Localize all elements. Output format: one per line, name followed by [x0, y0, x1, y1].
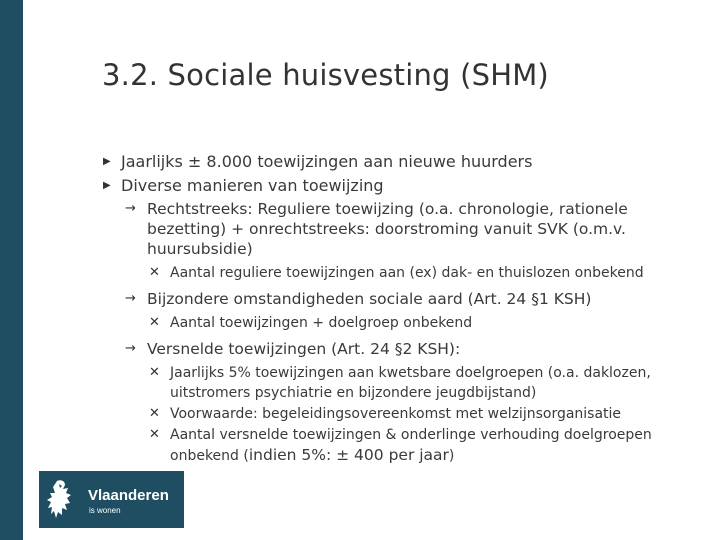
bullet-text: Bijzondere omstandigheden sociale aard (Art. 24 §1 KSH)	[147, 290, 592, 308]
arrow-right-icon: →	[125, 201, 136, 216]
cross-icon: ✕	[149, 406, 160, 421]
bullet-list	[103, 150, 703, 466]
arrow-right-icon: →	[125, 341, 136, 356]
slide-title: 3.2. Sociale huisvesting (SHM)	[102, 58, 549, 92]
flemish-lion-icon	[43, 477, 81, 522]
sub-bullet-special-circumstances	[103, 289, 703, 309]
logo-tagline: is wonen	[89, 506, 121, 515]
sub-sub-bullet-accelerated-count	[103, 425, 703, 466]
sub-bullet-accelerated	[103, 339, 703, 359]
bullet-text: Aantal reguliere toewijzingen aan (ex) dak- en thuislozen onbekend	[170, 265, 644, 281]
bullet-text: Rechtstreeks: Reguliere toewijzing (o.a. chronologie, rationele bezetting) + onrechtstreeks: doorstroming vanuit SVK (o.m.v. huursubsidie)	[147, 200, 628, 258]
sub-sub-bullet-regular-count	[103, 263, 703, 283]
sub-bullet-direct	[103, 199, 703, 259]
bullet-text: Diverse manieren van toewijzing	[121, 176, 384, 195]
cross-icon: ✕	[149, 365, 160, 380]
vlaanderen-logo	[39, 471, 184, 528]
cross-icon: ✕	[149, 265, 160, 280]
bullet-text-part: )	[448, 448, 455, 464]
cross-icon: ✕	[149, 427, 160, 442]
arrow-right-icon: →	[125, 291, 136, 306]
sub-sub-bullet-condition	[103, 404, 703, 424]
bullet-marker-icon: ▶	[103, 180, 111, 191]
sub-sub-bullet-target-group	[103, 313, 703, 333]
bullet-text-emphasis: indien 5%: ± 400 per jaar	[248, 446, 449, 464]
logo-wordmark: Vlaanderen	[88, 487, 169, 504]
bullet-text: Jaarlijks ± 8.000 toewijzingen aan nieuwe huurders	[121, 152, 533, 171]
bullet-text: Versnelde toewijzingen (Art. 24 §2 KSH):	[147, 340, 461, 358]
bullet-text: Jaarlijks 5% toewijzingen aan kwetsbare doelgroepen (o.a. daklozen, uitstromers psychiatrie en bijzondere jeugdbijstand)	[170, 365, 651, 401]
left-accent-bar	[0, 0, 23, 540]
bullet-annual-allocations	[103, 150, 703, 174]
bullet-text: Aantal toewijzingen + doelgroep onbekend	[170, 315, 473, 331]
bullet-text: Voorwaarde: begeleidingsovereenkomst met welzijnsorganisatie	[170, 406, 622, 422]
bullet-allocation-methods	[103, 174, 703, 198]
cross-icon: ✕	[149, 315, 160, 330]
sub-sub-bullet-vulnerable-groups	[103, 363, 703, 403]
bullet-text-part: Aantal versnelde toewijzingen & onderlinge verhouding doelgroepen onbekend (	[170, 427, 652, 464]
bullet-marker-icon: ▶	[103, 156, 111, 167]
